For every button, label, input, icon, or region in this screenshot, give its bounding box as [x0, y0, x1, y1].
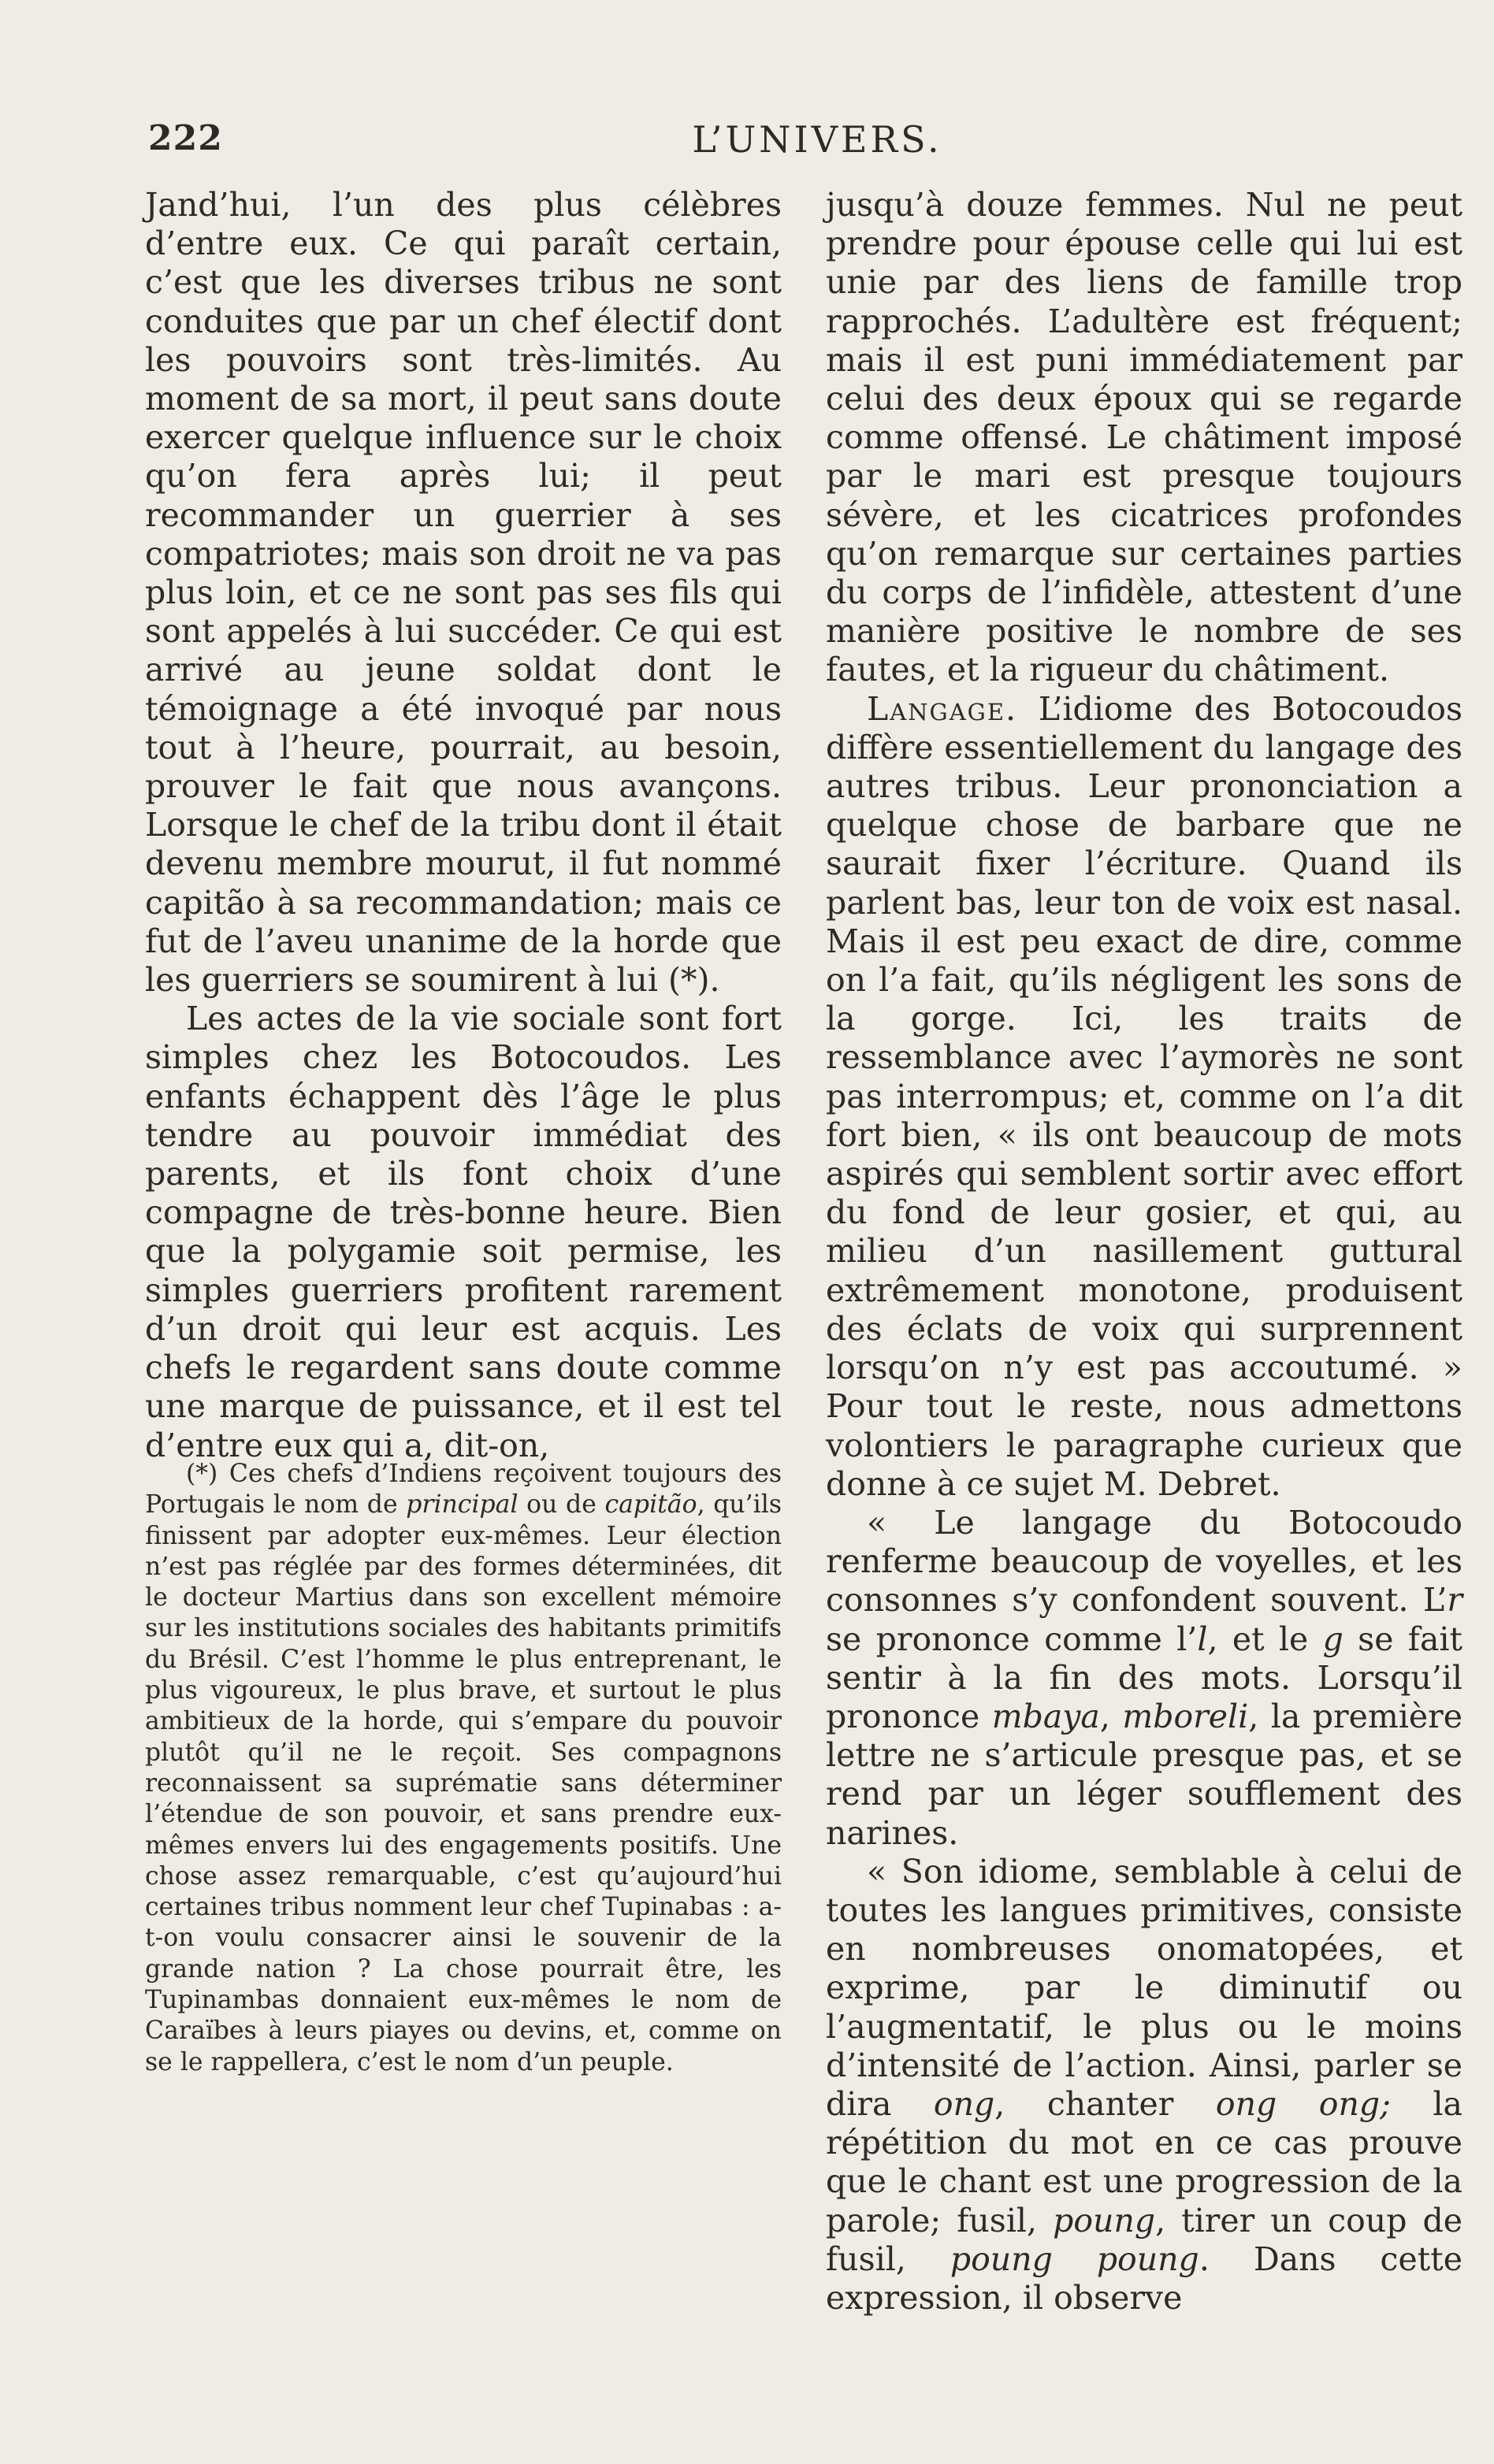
- right-paragraph-2: [826, 690, 1462, 1504]
- running-title: L’UNIVERS.: [692, 118, 942, 161]
- footnote-text-1: (*) Ces chefs d’Indiens reçoivent toujours des Portugais le nom de: [145, 1460, 782, 1520]
- p4-word-poung-poung: poung poung: [950, 2239, 1199, 2278]
- footnote-term-capitao: capitão: [604, 1490, 697, 1520]
- p4-text-2: , chanter: [994, 2084, 1216, 2123]
- page-number: 222: [148, 118, 223, 158]
- left-column: [145, 186, 782, 1465]
- p4-text-1: « Son idiome, semblable à celui de toutes les langues primitives, consiste en nombreuses onomatopées, et exprime, par le diminutif ou l’augmentatif, le plus ou le moins d’intensité de l’action. Ainsi, parler se dira: [826, 1852, 1462, 2123]
- p3-text-3: , et le: [1207, 1620, 1323, 1658]
- p4-word-poung: poung: [1053, 2201, 1156, 2239]
- footnote-text: [145, 1459, 782, 2078]
- p3-letter-g: g: [1322, 1620, 1343, 1658]
- right-column: [826, 186, 1462, 2317]
- p3-text-6: , la première lettre ne s’articule presque pas, et se rend par un léger soufflement des narines.: [826, 1697, 1462, 1852]
- p3-text-4: se fait sentir à la fin des mots. Lorsqu’il prononce: [826, 1620, 1463, 1735]
- right-paragraph-3: [826, 1504, 1462, 1853]
- footnote-term-principal: principal: [406, 1490, 518, 1520]
- p3-word-mbaya: mbaya: [991, 1697, 1100, 1735]
- p4-text-4: , tirer un coup de fusil,: [826, 2201, 1462, 2278]
- p3-text-5: ,: [1099, 1697, 1123, 1735]
- p3-letter-l: l: [1197, 1620, 1208, 1658]
- right-paragraph-2-text: L’idiome des Botocoudos diffère essentiellement du langage des autres tribus. Leur prononciation a quelque chose de barbare que ne saurait fixer l’écriture. Quand ils parlent bas, leur ton de voix est nasal. Mais il est peu exact de dire, comme on l’a fait, qu’ils négligent les sons de la gorge. Ici, les traits de ressemblance avec l’aymorès ne sont pas interrompus; et, comme on l’a dit fort bien, « ils ont beaucoup de mots aspirés qui semblent sortir avec effort du fond de leur gosier, et qui, au milieu d’un nasillement guttural extrêmement monotone, produisent des éclats de voix qui surprennent lorsqu’on n’y est pas accoutumé. » Pour tout le reste, nous admettons volontiers le paragraphe curieux que donne à ce sujet M. Debret.: [826, 689, 1462, 1503]
- p3-letter-r: r: [1447, 1581, 1462, 1620]
- p3-word-mboreli: mboreli: [1122, 1697, 1249, 1735]
- p4-word-ong-ong: ong ong;: [1215, 2084, 1391, 2123]
- p3-text-1: « Le langage du Botocoudo renferme beaucoup de voyelles, et les consonnes s’y confondent souvent. L’: [826, 1503, 1462, 1620]
- footnote-text-3: , qu’ils finissent par adopter eux-mêmes. Leur élection n’est pas réglée par des formes déterminées, dit le docteur Martius dans son excellent mémoire sur les institutions sociales des habitants primitifs du Brésil. C’est l’homme le plus entreprenant, le plus vigoureux, le plus brave, et surtout le plus ambitieux de la horde, qui s’empare du pouvoir plutôt qu’il ne le reçoit. Ses compagnons reconnaissent sa suprématie sans déterminer l’étendue de son pouvoir, et sans prendre eux-mêmes envers lui des engagements positifs. Une chose assez remarquable, c’est qu’aujourd’hui certaines tribus nomment leur chef Tupinabas : a-t-on voulu consacrer ainsi le souvenir de la grande nation ? La chose pourrait être, les Tupinambas donnaient eux-mêmes le nom de Caraïbes à leurs piayes ou devins, et, comme on se le rappellera, c’est le nom d’un peuple.: [145, 1490, 782, 2076]
- left-paragraph-2: Les actes de la vie sociale sont fort simples chez les Botocoudos. Les enfants échappent dès l’âge le plus tendre au pouvoir immédiat des parents, et ils font choix d’une compagne de très-bonne heure. Bien que la polygamie soit permise, les simples guerriers profitent rarement d’un droit qui leur est acquis. Les chefs le regardent sans doute comme une marque de puissance, et il est tel d’entre eux qui a, dit-on,: [145, 1000, 782, 1464]
- footnote-text-2: ou de: [518, 1490, 605, 1520]
- footnote: [145, 1459, 782, 2078]
- p4-word-ong: ong: [933, 2084, 995, 2123]
- left-paragraph-1: Jand’hui, l’un des plus célèbres d’entre eux. Ce qui paraît certain, c’est que les diverses tribus ne sont conduites que par un chef électif dont les pouvoirs sont très-limités. Au moment de sa mort, il peut sans doute exercer quelque influence sur le choix qu’on fera après lui; il peut recommander un guerrier à ses compatriotes; mais son droit ne va pas plus loin, et ce ne sont pas ses fils qui sont appelés à lui succéder. Ce qui est arrivé au jeune soldat dont le témoignage a été invoqué par nous tout à l’heure, pourrait, au besoin, prouver le fait que nous avançons. Lorsque le chef de la tribu dont il était devenu membre mourut, il fut nommé capitão à sa recommandation; mais ce fut de l’aveu unanime de la horde que les guerriers se soumirent à lui (*).: [145, 186, 782, 1000]
- page-header: [148, 118, 1439, 173]
- right-paragraph-4: [826, 1853, 1462, 2317]
- right-paragraph-1: jusqu’à douze femmes. Nul ne peut prendre pour épouse celle qui lui est unie par des liens de famille trop rapprochés. L’adultère est fréquent; mais il est puni immédiatement par celui des deux époux qui se regarde comme offensé. Le châtiment imposé par le mari est presque toujours sévère, et les cicatrices profondes qu’on remarque sur certaines parties du corps de l’infidèle, attestent d’une manière positive le nombre de ses fautes, et la rigueur du châtiment.: [826, 186, 1462, 689]
- section-heading-langage: Langage.: [867, 689, 1018, 728]
- p4-text-3: la répétition du mot en ce cas prouve que le chant est une progression de la parole; fusil,: [826, 2084, 1462, 2239]
- p3-text-2: se prononce comme l’: [826, 1620, 1198, 1658]
- p4-text-5: . Dans cette expression, il observe: [826, 2239, 1462, 2317]
